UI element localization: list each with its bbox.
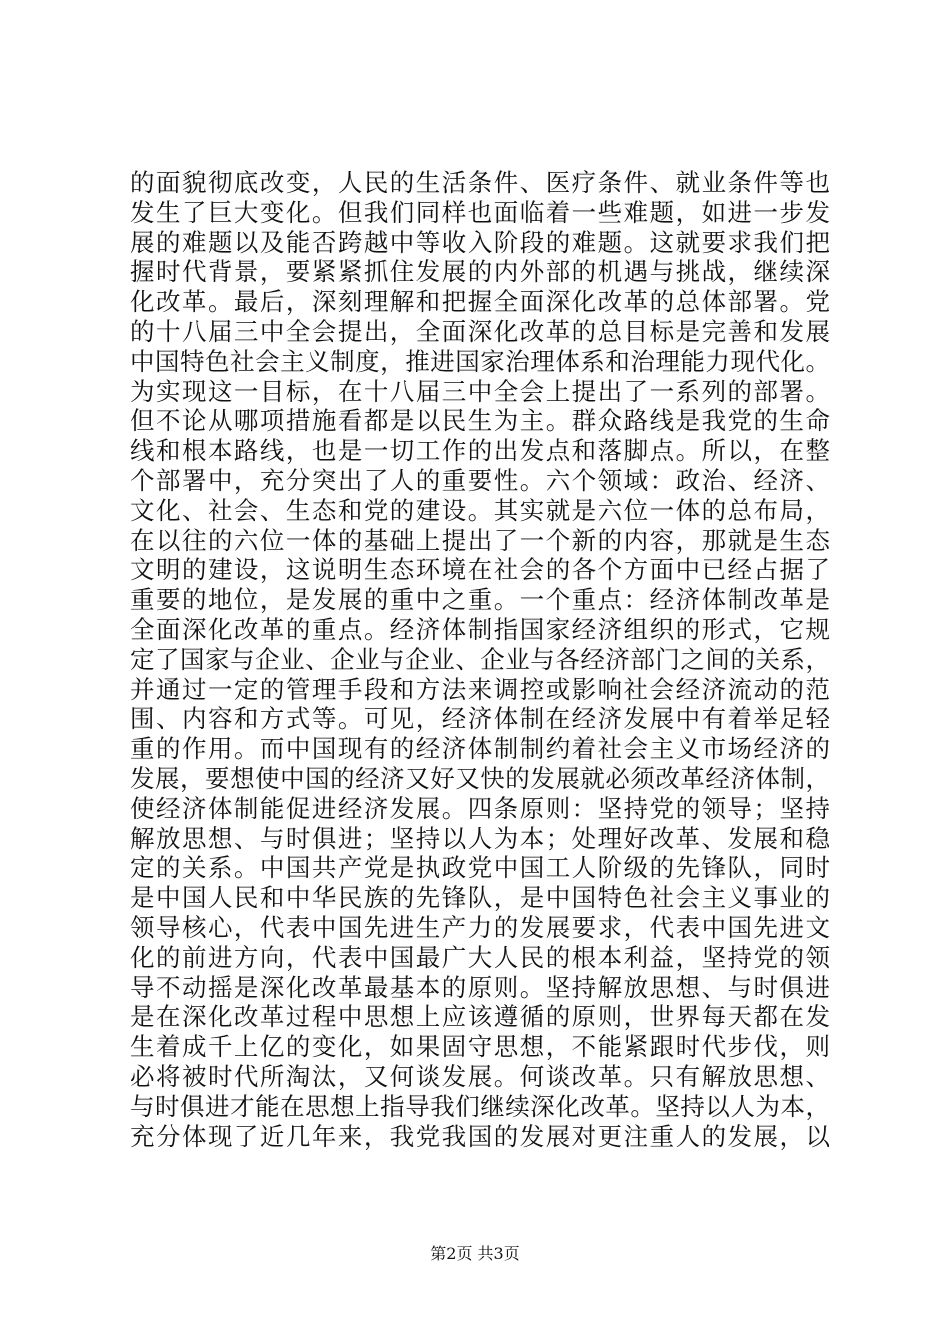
text-line: 领导核心，代表中国先进生产力的发展要求，代表中国先进文 (130, 912, 830, 942)
text-line: 解放思想、与时俱进；坚持以人为本；处理好改革、发展和稳 (130, 823, 830, 853)
text-line: 必将被时代所淘汰，又何谈发展。何谈改革。只有解放思想、 (130, 1061, 830, 1091)
text-line: 定了国家与企业、企业与企业、企业与各经济部门之间的关系， (130, 644, 830, 674)
text-line: 是中国人民和中华民族的先锋队，是中国特色社会主义事业的 (130, 883, 830, 913)
text-line: 握时代背景，要紧紧抓住发展的内外部的机遇与挑战，继续深 (130, 257, 830, 287)
text-line: 在以往的六位一体的基础上提出了一个新的内容，那就是生态 (130, 525, 830, 555)
text-line: 为实现这一目标，在十八届三中全会上提出了一系列的部署。 (130, 376, 830, 406)
text-line: 充分体现了近几年来，我党我国的发展对更注重人的发展，以 (130, 1121, 830, 1151)
text-line: 定的关系。中国共产党是执政党中国工人阶级的先锋队，同时 (130, 853, 830, 883)
text-line: 文化、社会、生态和党的建设。其实就是六位一体的总布局， (130, 495, 830, 525)
text-line: 重要的地位，是发展的重中之重。一个重点：经济体制改革是 (130, 585, 830, 615)
text-line: 与时俱进才能在思想上指导我们继续深化改革。坚持以人为本， (130, 1091, 830, 1121)
text-line: 发展，要想使中国的经济又好又快的发展就必须改革经济体制， (130, 763, 830, 793)
text-line: 发生了巨大变化。但我们同样也面临着一些难题，如进一步发 (130, 197, 830, 227)
text-line: 是在深化改革过程中思想上应该遵循的原则，世界每天都在发 (130, 1002, 830, 1032)
text-line: 生着成千上亿的变化，如果固守思想，不能紧跟时代步伐，则 (130, 1032, 830, 1062)
text-line: 文明的建设，这说明生态环境在社会的各个方面中已经占据了 (130, 555, 830, 585)
text-line: 展的难题以及能否跨越中等收入阶段的难题。这就要求我们把 (130, 227, 830, 257)
text-line: 重的作用。而中国现有的经济体制制约着社会主义市场经济的 (130, 734, 830, 764)
text-line: 围、内容和方式等。可见，经济体制在经济发展中有着举足轻 (130, 704, 830, 734)
text-line: 中国特色社会主义制度，推进国家治理体系和治理能力现代化。 (130, 346, 830, 376)
text-line: 全面深化改革的重点。经济体制指国家经济组织的形式，它规 (130, 614, 830, 644)
text-line: 并通过一定的管理手段和方法来调控或影响社会经济流动的范 (130, 674, 830, 704)
body-text (130, 168, 830, 1151)
page-number-label: 第2页 共3页 (430, 1244, 520, 1263)
text-line: 导不动摇是深化改革最基本的原则。坚持解放思想、与时俱进 (130, 972, 830, 1002)
text-line: 但不论从哪项措施看都是以民生为主。群众路线是我党的生命 (130, 406, 830, 436)
page-footer (0, 1244, 950, 1264)
text-line: 使经济体制能促进经济发展。四条原则：坚持党的领导；坚持 (130, 793, 830, 823)
text-line: 化改革。最后，深刻理解和把握全面深化改革的总体部署。党 (130, 287, 830, 317)
text-line: 线和根本路线，也是一切工作的出发点和落脚点。所以，在整 (130, 436, 830, 466)
text-line: 的十八届三中全会提出，全面深化改革的总目标是完善和发展 (130, 316, 830, 346)
text-line: 个部署中，充分突出了人的重要性。六个领域：政治、经济、 (130, 465, 830, 495)
text-line: 化的前进方向，代表中国最广大人民的根本利益，坚持党的领 (130, 942, 830, 972)
text-line: 的面貌彻底改变，人民的生活条件、医疗条件、就业条件等也 (130, 168, 830, 197)
